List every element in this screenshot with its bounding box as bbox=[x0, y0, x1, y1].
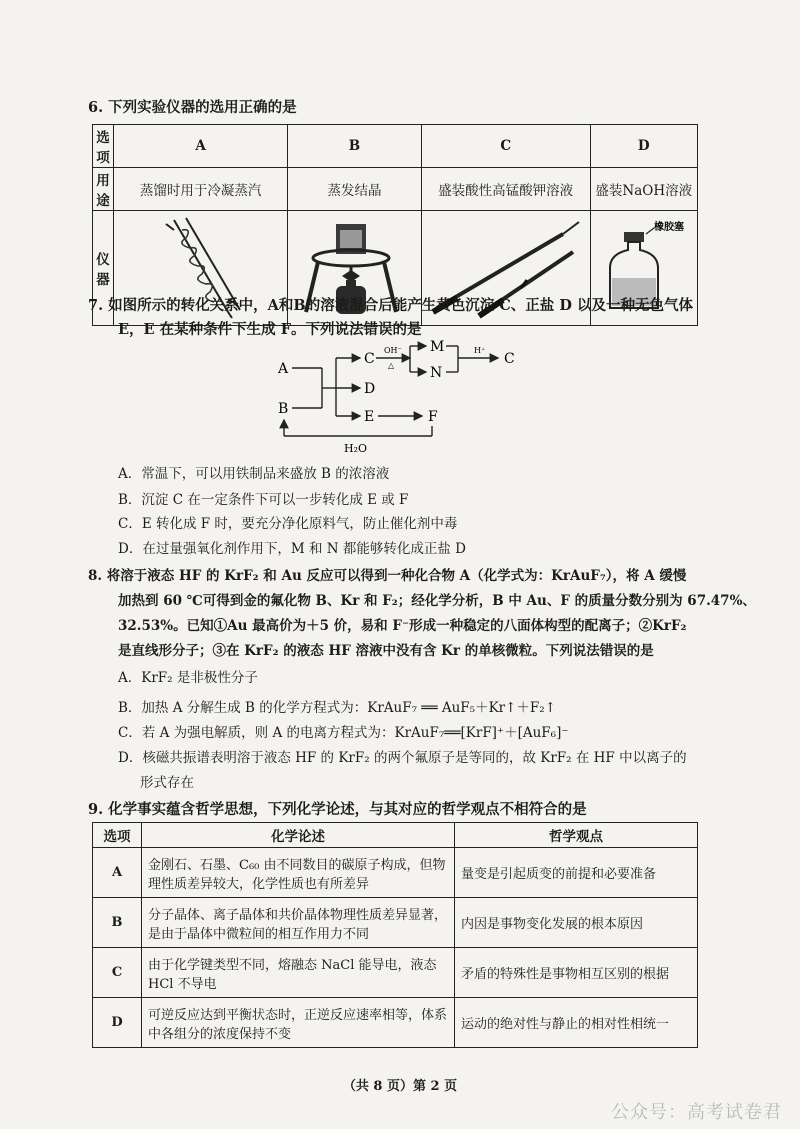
q9-header-option: 选项 bbox=[93, 823, 142, 848]
q8-line2: 加热到 60 ℃可得到金的氟化物 B、Kr 和 F₂；经化学分析，B 中 Au、F 的质量分数分别为 67.47%、 bbox=[118, 593, 756, 609]
node-b: B bbox=[278, 401, 289, 417]
node-e: E bbox=[364, 409, 375, 425]
q6-use-a: 蒸馏时用于冷凝蒸汽 bbox=[114, 168, 288, 211]
q9-row-a-option: A bbox=[93, 848, 142, 898]
q7-option-d: D．在过量强氧化剂作用下，M 和 N 都能够转化成正盐 D bbox=[118, 541, 466, 557]
q9-header-view: 哲学观点 bbox=[455, 823, 698, 848]
q9-row-d-statement: 可逆反应达到平衡状态时，正逆反应速率相等，体系中各组分的浓度保持不变 bbox=[142, 998, 455, 1048]
q6-use-c: 盛装酸性高锰酸钾溶液 bbox=[421, 168, 590, 211]
q6-col-d: D bbox=[590, 125, 697, 168]
table-row bbox=[93, 998, 698, 1048]
label-delta: △ bbox=[388, 361, 395, 370]
stopper-label: 橡胶塞 bbox=[653, 222, 684, 233]
q9-row-a-view: 量变是引起质变的前提和必要准备 bbox=[455, 848, 698, 898]
q7-option-a: A．常温下，可以用铁制品来盛放 B 的浓溶液 bbox=[118, 466, 390, 482]
q9-row-c-option: C bbox=[93, 948, 142, 998]
q8-option-c: C．若 A 为强电解质，则 A 的电离方程式为：KrAuF₇══[KrF]⁺＋[AuF₆]⁻ bbox=[118, 725, 569, 741]
node-c: C bbox=[364, 351, 375, 367]
q7-line2: E，E 在某种条件下生成 F。下列说法错误的是 bbox=[118, 321, 422, 338]
q6-use-label: 用途 bbox=[93, 168, 114, 211]
q8-option-a: A．KrF₂ 是非极性分子 bbox=[118, 670, 258, 686]
page-footer: （共 8 页）第 2 页 bbox=[342, 1079, 458, 1094]
q8-option-b: B．加热 A 分解生成 B 的化学方程式为：KrAuF₇ ══ AuF₅＋Kr↑＋F₂↑ bbox=[118, 700, 557, 716]
watermark: 公众号：高考试卷君 bbox=[611, 1102, 782, 1123]
q9-row-b-option: B bbox=[93, 898, 142, 948]
q6-col-a: A bbox=[114, 125, 288, 168]
q8-line4: 是直线形分子；③在 KrF₂ 的液态 HF 溶液中没有含 Kr 的单核微粒。下列说法错误的是 bbox=[118, 643, 654, 659]
q6-use-row bbox=[93, 168, 698, 211]
q7-option-c: C．E 转化成 F 时，要充分净化原料气，防止催化剂中毒 bbox=[118, 516, 458, 532]
q6-instr-label: 仪器 bbox=[93, 211, 114, 326]
node-n: N bbox=[430, 365, 443, 381]
q6-header-row bbox=[93, 125, 698, 168]
q8-option-d-cont: 形式存在 bbox=[140, 775, 194, 791]
q8-option-d: D．核磁共振谱表明溶于液态 HF 的 KrF₂ 的两个氟原子是等同的，故 KrF₂ 在 HF 中以离子的 bbox=[118, 750, 687, 766]
table-row bbox=[93, 898, 698, 948]
label-oh: OH⁻ bbox=[384, 346, 402, 355]
q9-row-c-view: 矛盾的特殊性是事物相互区别的根据 bbox=[455, 948, 698, 998]
q9-row-a-statement: 金刚石、石墨、C₆₀ 由不同数目的碳原子构成，但物理性质差异较大，化学性质也有所差异 bbox=[142, 848, 455, 898]
q9-row-b-view: 内因是事物变化发展的根本原因 bbox=[455, 898, 698, 948]
table-row bbox=[93, 948, 698, 998]
label-h2o: H₂O bbox=[344, 442, 368, 455]
q9-row-d-option: D bbox=[93, 998, 142, 1048]
q9-header-row bbox=[93, 823, 698, 848]
q7-option-b: B．沉淀 C 在一定条件下可以一步转化成 E 或 F bbox=[118, 492, 409, 508]
q9-header-statement: 化学论述 bbox=[142, 823, 455, 848]
q6-col-header: 选项 bbox=[93, 125, 114, 168]
label-hplus: H⁺ bbox=[474, 346, 486, 355]
q6-title: 6. 下列实验仪器的选用正确的是 bbox=[88, 99, 297, 116]
table-row bbox=[93, 848, 698, 898]
q7-line1: 7. 如图所示的转化关系中，A和B的溶液混合后能产生黄色沉淀 C、正盐 D 以及一种无色气体 bbox=[88, 297, 693, 314]
q6-use-b: 蒸发结晶 bbox=[288, 168, 422, 211]
node-d: D bbox=[364, 381, 376, 397]
q8-line3: 32.53%。已知①Au 最高价为＋5 价，易和 F⁻形成一种稳定的八面体构型的配离子；②KrF₂ bbox=[118, 618, 687, 634]
node-c2: C bbox=[504, 351, 515, 367]
q9-row-b-statement: 分子晶体、离子晶体和共价晶体物理性质差异显著，是由于晶体中微粒间的相互作用力不同 bbox=[142, 898, 455, 948]
q6-col-b: B bbox=[288, 125, 422, 168]
q9-title: 9. 化学事实蕴含哲学思想，下列化学论述，与其对应的哲学观点不相符合的是 bbox=[88, 801, 587, 818]
q9-row-c-statement: 由于化学键类型不同，熔融态 NaCl 能导电，液态 HCl 不导电 bbox=[142, 948, 455, 998]
node-f: F bbox=[428, 409, 438, 425]
q7-conversion-diagram bbox=[260, 338, 530, 460]
q6-col-c: C bbox=[421, 125, 590, 168]
q8-line1: 8. 将溶于液态 HF 的 KrF₂ 和 Au 反应可以得到一种化合物 A（化学式为：KrAuF₇），将 A 缓慢 bbox=[88, 568, 687, 584]
q9-row-d-view: 运动的绝对性与静止的相对性相统一 bbox=[455, 998, 698, 1048]
node-a: A bbox=[278, 361, 289, 377]
node-m: M bbox=[430, 339, 445, 355]
q9-table bbox=[92, 822, 698, 1048]
q6-use-d: 盛装NaOH溶液 bbox=[590, 168, 697, 211]
